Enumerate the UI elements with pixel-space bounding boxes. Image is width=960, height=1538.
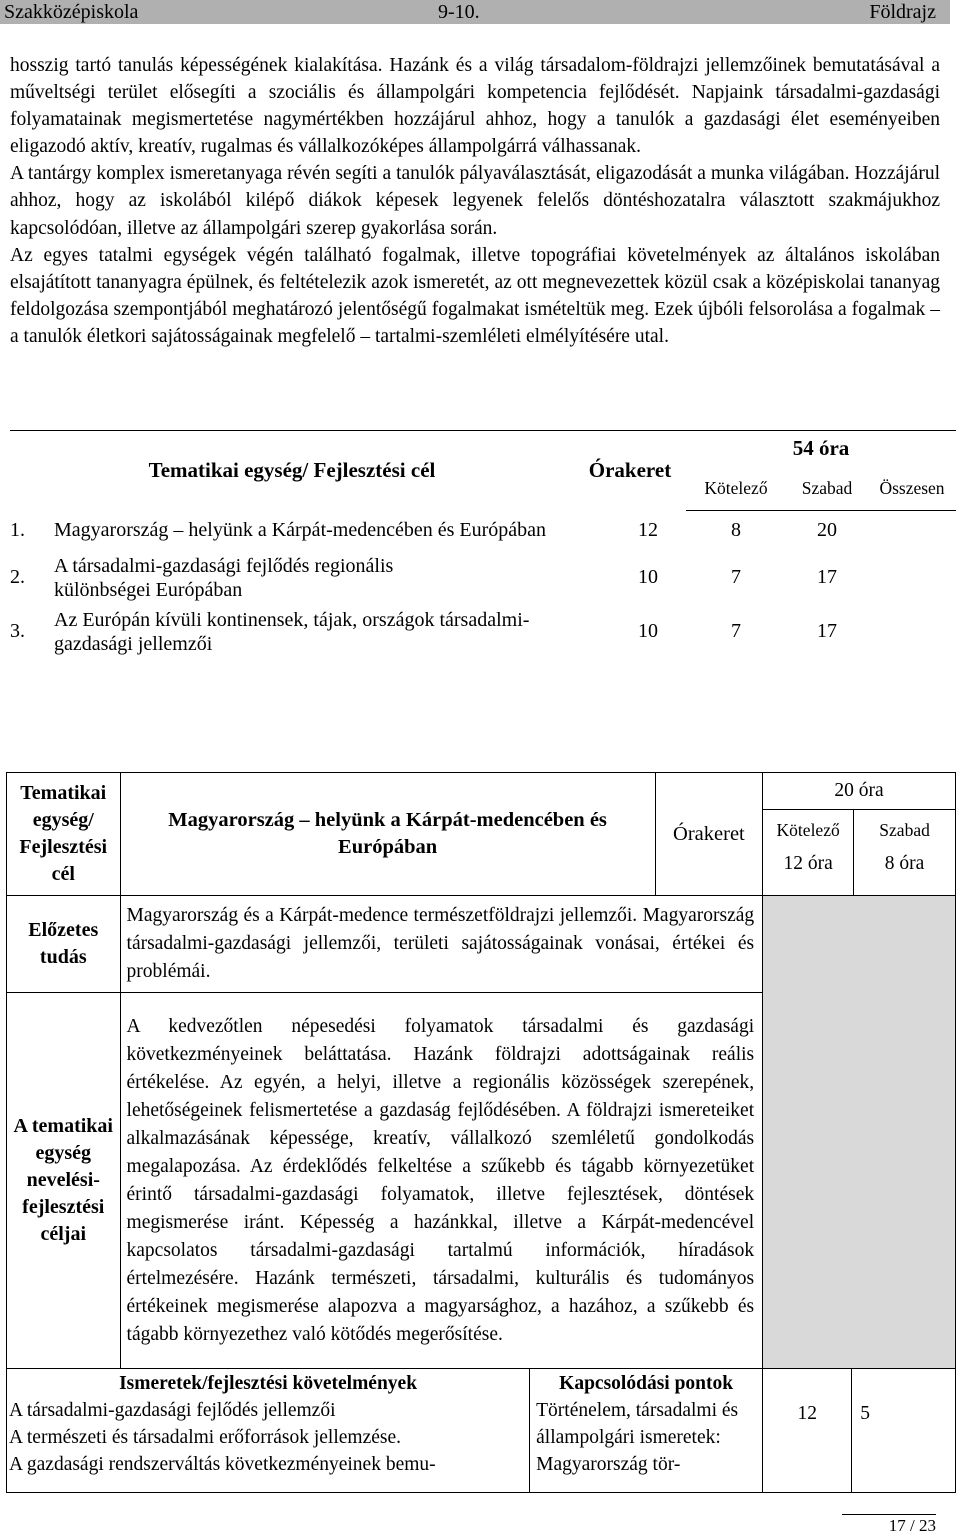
row-total: 17 [817,620,837,642]
summary-hours-header: Órakeret [574,431,686,511]
unit-hours-label: Órakeret [655,773,762,896]
requirements-free-hours: 5 [852,1369,956,1493]
unit-table [6,772,956,1493]
connections-text: Történelem, társadalmi és állampolgári ismeretek: Magyarország tör- [536,1400,739,1475]
row-total: 20 [817,519,837,542]
hours-summary-table [10,430,956,659]
list-item: A társadalmi-gazdasági fejlődés jellemzői [9,1400,336,1421]
prior-knowledge-label: Előzetes tudás [7,896,121,993]
connections-header: Kapcsolódási pontok [559,1373,734,1394]
unit-hours-total: 20 óra [763,773,955,810]
requirements-header: Ismeretek/fejlesztési követelmények [119,1373,418,1394]
unit-label: Tematikai egység/ Fejlesztési cél [7,773,121,896]
row-free: 7 [731,620,741,642]
row-free: 7 [731,566,741,588]
row-mandatory: 10 [638,566,658,588]
row-mandatory: 10 [638,620,658,642]
table-row [10,511,956,551]
header-grade: 9-10. [438,1,480,23]
row-total: 17 [817,566,837,588]
header-school: Szakközépiskola [4,1,139,23]
prior-knowledge-text: Magyarország és a Kárpát-medence természetföldrajzi jellemzői. Magyarország társadalmi-gazdasági jellemzői, területi sajátosságainak vonásai, értékei és problémái. [120,896,763,993]
footer-rule [842,1514,936,1515]
summary-col-total: Összesen [868,467,956,511]
row-title: A társadalmi-gazdasági fejlődés regionális különbségei Európában [54,554,394,601]
unit-free-hours: 8 óra [884,853,925,874]
unit-mandatory-hours: 12 óra [783,853,833,874]
row-free: 8 [731,519,741,542]
row-title: Az Európán kívüli kontinensek, tájak, országok társadalmi-gazdasági jellemzői [54,608,530,655]
row-title: Magyarország – helyünk a Kárpát-medencében és Európában [54,519,547,541]
page-header [0,0,950,24]
summary-total-hours: 54 óra [686,431,956,467]
page-number: 17 / 23 [888,1516,936,1535]
summary-col-free: Szabad [786,467,868,511]
paragraph-3: Az egyes tatalmi egységek végén található fogalmak, illetve topográfiai követelmények az általános iskolában elsajátított tananyagra épülnek, és feltételezik azok ismeretét, az ott megnevezettek közül csak a középiskolai tananyag feldolgozása szempontjából meghatározó jelentőségű fogalmakat ismételtük meg. Ezek újbóli felsorolása a fogalmak – a tanulók életkori sajátosságainak megfelelő – tartalmi-szemléleti elmélyítésére utal. [10,244,940,347]
gray-cell [763,896,956,1369]
unit-mandatory-label: Kötelező [776,820,840,840]
row-number: 2. [10,566,25,588]
unit-title: Magyarország – helyünk a Kárpát-medencében és Európában [120,773,655,896]
paragraph-2: A tantárgy komplex ismeretanyaga révén segíti a tanulók pályaválasztását, eligazodását a munka világában. Hozzájárul ahhoz, hogy az iskolából kilépő diákok képesek legyenek felelős döntéshozatalra választott szakmájukhoz kapcsolódóan, illetve az állampolgári szerep gyakorlása során. [10,163,940,239]
row-number: 3. [10,620,25,642]
row-mandatory: 12 [638,519,658,541]
paragraph-1: hosszig tartó tanulás képességének kialakítása. Hazánk és a világ társadalom-földrajzi jellemzőinek bemutatásával a műveltségi terület elősegíti a szociális és állampolgári kompetencia fejlődését. Napjaink társadalmi-gazdasági folyamatainak megismertetése nagymértékben hozzájárul ahhoz, hogy a tanulók a gazdasági élet eseményeiben eligazodó aktív, kreatív, rugalmas és vállalkozóképes állampolgárrá válhassanak. [10,55,940,158]
table-row [10,605,956,659]
table-row [10,551,956,605]
row-number: 1. [10,519,25,541]
list-item: A természeti és társadalmi erőforrások jellemzése. [9,1427,401,1448]
unit-free-label: Szabad [879,820,930,840]
goals-text: A kedvezőtlen népesedési folyamatok társadalmi és gazdasági következményeinek beláttatása. Hazánk földrajzi adottságainak reális értékelése. Az egyén, a helyi, illetve a regionális közösségek szerepének, lehetőségeinek felismertetése a gazdaság fejlődésében. A földrajzi ismereteiket alkalmazásának képessége, kreatív, vállalkozó szemléletű gondolkodás megalapozása. Az érdeklődés felkeltése a szűkebb és tágabb környezetüket érintő társadalmi-gazdasági folyamatok, illetve fejlesztések, döntések megismerése iránt. Képesség a hazánkkal, illetve a Kárpát-medencével kapcsolatos társadalmi-gazdasági tartalmú információk, híradások értelmezésére. Hazánk természeti, társadalmi, kulturális és tudományos értékeinek megismerése alapozva a magyarsághoz, a hazához, a szűkebb és tágabb környezethez való kötődés megerősítése. [120,993,763,1369]
intro-text [10,52,940,350]
goals-label: A tematikai egység nevelési-fejlesztési céljai [7,993,121,1369]
requirements-mandatory-hours: 12 [763,1369,852,1493]
summary-title-header: Tematikai egység/ Fejlesztési cél [10,431,574,511]
list-item: A gazdasági rendszerváltás következményeinek bemu- [9,1454,436,1475]
header-subject: Földrajz [869,1,936,23]
requirements-list [9,1397,527,1478]
summary-col-mandatory: Kötelező [686,467,786,511]
